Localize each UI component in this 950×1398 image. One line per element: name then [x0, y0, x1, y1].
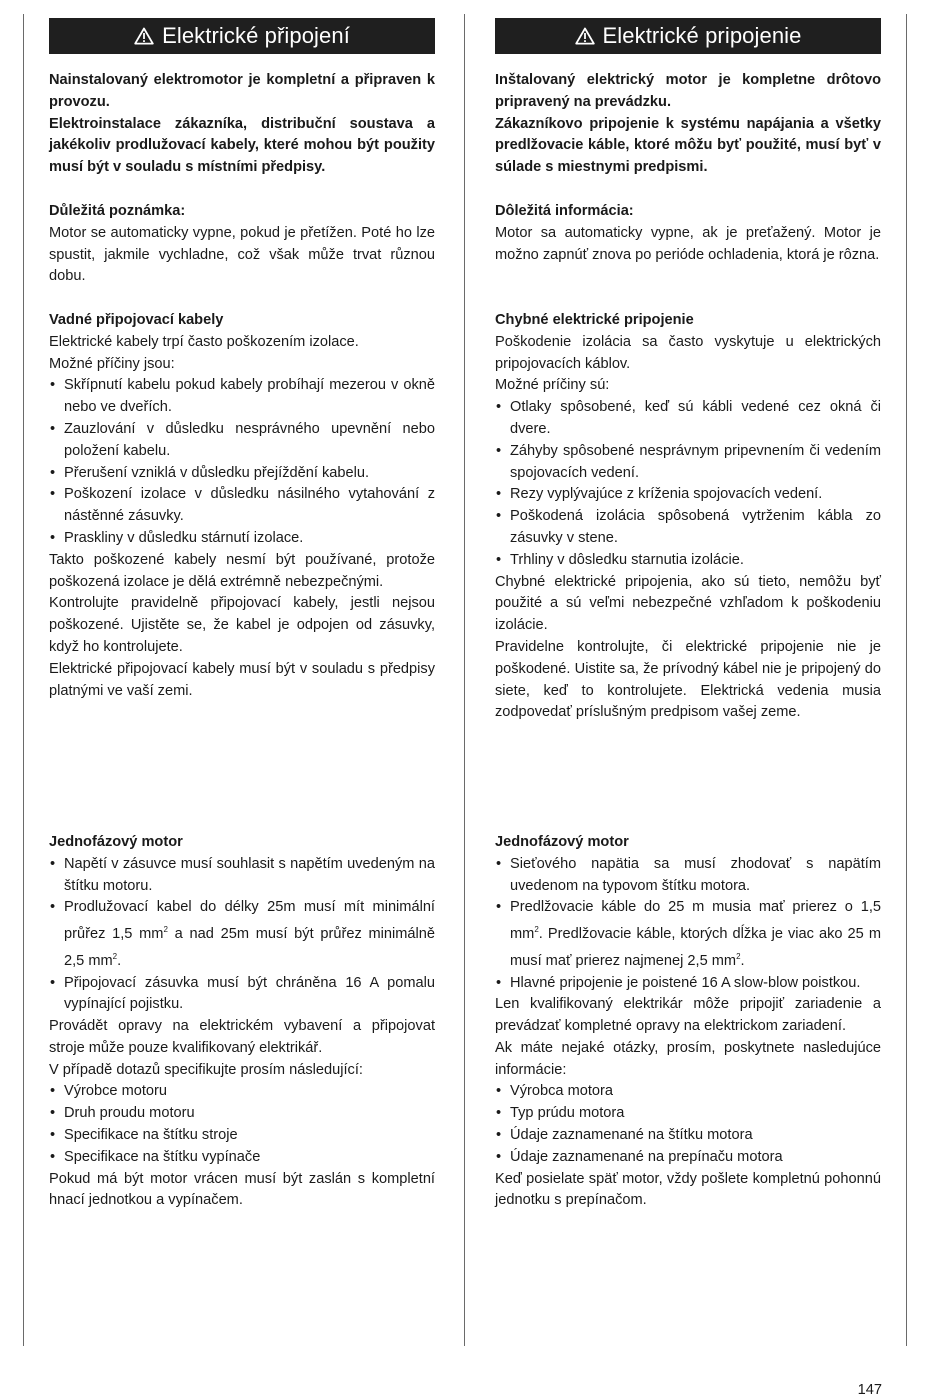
intro-paragraph: Zákazníkovo pripojenie k systému napájania a všetky predlžovacie káble, ktoré môžu byť použité, musí byť v súlade s miestnymi predpismi.	[495, 115, 881, 176]
superscript: 2	[163, 925, 168, 935]
list-item: • Skřípnutí kabelu pokud kabely probíhají mezerou v okně nebo ve dveřích.	[49, 375, 435, 419]
important-note-sk	[495, 201, 881, 266]
list-item: • Záhyby spôsobené nesprávnym pripevnením či vedením spojovacích vedení.	[495, 441, 881, 485]
list-item: • Poškození izolace v důsledku násilného vytahování z nástěnné zásuvky.	[49, 484, 435, 528]
faulty-connection-sk	[495, 310, 881, 724]
intro-paragraph: Elektroinstalace zákazníka, distribuční soustava a jakékoliv prodlužovací kabely, které mohou být použity musí být v souladu s místními předpisy.	[49, 115, 435, 176]
list-item	[49, 897, 435, 972]
cables-heading: Vadné připojovací kabely	[49, 312, 224, 328]
list-item: • Druh proudu motoru	[49, 1103, 435, 1125]
warning-icon	[134, 27, 154, 45]
motor-paragraph: Keď posielate späť motor, vždy pošlete kompletnú pohonnú jednotku s prepínačom.	[495, 1170, 881, 1209]
causes-list	[495, 397, 881, 571]
note-text: Motor sa automaticky vypne, ak je preťažený. Motor je možno zapnúť znova po perióde ochladenia, ktorá je rôzna.	[495, 224, 881, 263]
cables-paragraph: Možné príčiny sú:	[495, 377, 610, 394]
motor-paragraph: Ak máte nejaké otázky, prosím, poskytnete nasledujúce informácie:	[495, 1039, 881, 1078]
intro-paragraph: Nainstalovaný elektromotor je kompletní a připraven k provozu.	[49, 72, 435, 110]
text-part: Predlžovacie káble do 25 m musia mať prierez o 1,5 mm	[510, 899, 881, 943]
list-item: • Výrobce motoru	[49, 1081, 435, 1103]
list-item: • Typ prúdu motora	[495, 1103, 881, 1125]
text-part: a nad 25m musí být průřez minimálně 2,5 mm	[64, 926, 435, 969]
section-title-cz: Elektrické připojení	[162, 23, 350, 48]
section-title-bar-sk	[495, 18, 881, 54]
cables-paragraph: Možné příčiny jsou:	[49, 355, 175, 372]
cables-paragraph: Pravidelne kontrolujte, či elektrické pripojenie nie je poškodené. Uistite sa, že prívodný kábel nie je pripojený do siete, keď to kontrolujete. Elektrická vedenia musia zodpovedať príslušným predpisom vašej zeme.	[495, 638, 881, 721]
important-note-cz	[49, 201, 435, 288]
cables-paragraph: Elektrické kabely trpí často poškozením izolace.	[49, 333, 359, 350]
list-item: • Napětí v zásuvce musí souhlasit s napětím uvedeným na štítku motoru.	[49, 854, 435, 898]
list-item: • Praskliny v důsledku stárnutí izolace.	[49, 528, 435, 550]
list-item	[495, 897, 881, 972]
left-border-line	[23, 14, 24, 1346]
text-part: Prodlužovací kabel do délky 25m musí mít minimální průřez 1,5 mm	[64, 899, 435, 943]
section-title-bar-cz	[49, 18, 435, 54]
warning-icon	[575, 27, 595, 45]
list-item: • Přerušení vzniklá v důsledku přejíždění kabelu.	[49, 463, 435, 485]
list-item: • Specifikace na štítku vypínače	[49, 1147, 435, 1169]
intro-sk	[495, 70, 881, 179]
right-border-line	[906, 14, 907, 1346]
text-part: .	[740, 952, 745, 969]
column-divider-line	[464, 14, 465, 1346]
list-item: • Hlavné pripojenie je poistené 16 A slow-blow poistkou.	[495, 973, 881, 995]
cables-paragraph: Poškodenie izolácia sa často vyskytuje u elektrických pripojovacích káblov.	[495, 333, 881, 372]
cables-heading: Chybné elektrické pripojenie	[495, 312, 694, 328]
intro-cz	[49, 70, 435, 179]
motor-paragraph: Provádět opravy na elektrickém vybavení a připojovat stroje může pouze kvalifikovaný elektrikář.	[49, 1018, 435, 1056]
cables-paragraph: Kontrolujte pravidelně připojovací kabely, jestli nejsou poškozené. Ujistěte se, že kabel je odpojen od zásuvky, když ho kontrolujete.	[49, 595, 435, 655]
text-part: .	[117, 952, 122, 969]
note-heading: Dôležitá informácia:	[495, 203, 634, 219]
cables-paragraph: Chybné elektrické pripojenia, ako sú tieto, nemôžu byť použité a sú veľmi nebezpečné vzhľadom k poškodeniu izolácie.	[495, 573, 881, 634]
note-text: Motor se automaticky vypne, pokud je přetížen. Poté ho lze spustit, jakmile vychladne, což však může trvat různou dobu.	[49, 224, 435, 285]
causes-list	[49, 375, 435, 549]
list-item: • Připojovací zásuvka musí být chráněna 16 A pomalu vypínající pojistku.	[49, 973, 435, 1017]
cables-paragraph: Elektrické připojovací kabely musí být v souladu s předpisy platnými ve vaší zemi.	[49, 660, 435, 699]
motor-requirements-list	[49, 854, 435, 1016]
list-item: • Rezy vyplývajúce z kríženia spojovacích vedení.	[495, 484, 881, 506]
inquiry-list	[495, 1081, 881, 1168]
text-part: . Predlžovacie káble, ktorých dĺžka je viac ako 25 m musí mať prierez najmenej 2,5 mm	[510, 926, 881, 969]
section-title-sk: Elektrické pripojenie	[602, 23, 802, 48]
superscript: 2	[534, 925, 539, 935]
list-item: • Poškodená izolácia spôsobená vytrženim kábla zo zásuvky v stene.	[495, 506, 881, 550]
single-phase-motor-sk	[495, 832, 881, 1212]
motor-heading: Jednofázový motor	[495, 834, 629, 850]
motor-requirements-list	[495, 854, 881, 995]
intro-paragraph: Inštalovaný elektrický motor je kompletne drôtovo pripravený na prevádzku.	[495, 72, 881, 110]
cables-paragraph: Takto poškozené kabely nesmí být používané, protože poškozená izolace je dělá extrémně nebezpečnými.	[49, 551, 435, 590]
superscript: 2	[112, 951, 118, 961]
list-item: • Specifikace na štítku stroje	[49, 1125, 435, 1147]
superscript: 2	[736, 951, 741, 961]
list-item: • Zauzlování v důsledku nesprávného upevnění nebo položení kabelu.	[49, 419, 435, 463]
note-heading: Důležitá poznámka:	[49, 203, 186, 219]
list-item: • Trhliny v dôsledku starnutia izolácie.	[495, 550, 881, 572]
motor-paragraph: V případě dotazů specifikujte prosím následující:	[49, 1061, 363, 1078]
motor-paragraph: Len kvalifikovaný elektrikár môže pripojiť zariadenie a prevádzať kompletné opravy na elektrickom zariadení.	[495, 996, 881, 1035]
list-item: • Výrobca motora	[495, 1081, 881, 1103]
motor-heading: Jednofázový motor	[49, 834, 183, 850]
page-number: 147	[857, 1382, 882, 1398]
single-phase-motor-cz	[49, 832, 435, 1212]
motor-paragraph: Pokud má být motor vrácen musí být zaslán s kompletní hnací jednotkou a vypínačem.	[49, 1170, 435, 1209]
faulty-cables-cz	[49, 310, 435, 702]
list-item: • Údaje zaznamenané na prepínaču motora	[495, 1147, 881, 1169]
list-item: • Otlaky spôsobené, keď sú kábli vedené cez okná či dvere.	[495, 397, 881, 441]
list-item: • Údaje zaznamenané na štítku motora	[495, 1125, 881, 1147]
list-item: • Sieťového napätia sa musí zhodovať s napätím uvedenom na typovom štítku motora.	[495, 854, 881, 898]
inquiry-list	[49, 1081, 435, 1168]
